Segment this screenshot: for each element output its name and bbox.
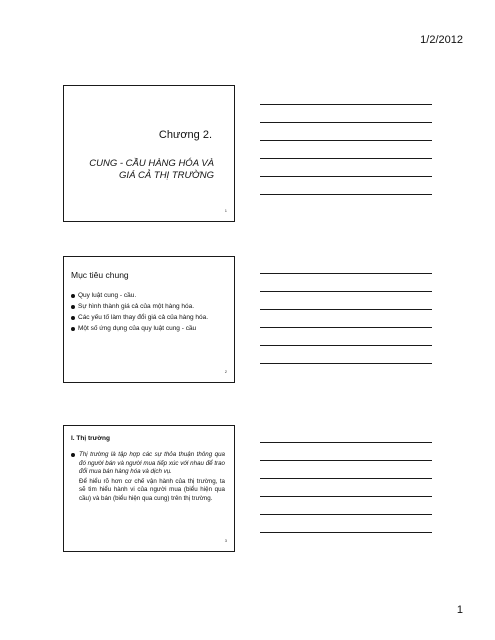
bullet-list bbox=[71, 291, 223, 335]
bullet-icon bbox=[71, 453, 75, 457]
note-line bbox=[260, 104, 432, 105]
note-line bbox=[260, 496, 432, 497]
definition-text: Thị trường là tập hợp các sự thỏa thuận thông qua đó người bán và người mua tiếp xúc với nhau để trao đổi mua bán hàng hóa và dịch vụ. bbox=[79, 451, 225, 476]
slide-body bbox=[71, 451, 225, 504]
list-item-text: Quy luật cung - cầu. bbox=[78, 292, 137, 299]
slide-2 bbox=[63, 256, 235, 383]
chapter-subtitle-line-1: CUNG - CẦU HÀNG HÓA VÀ bbox=[89, 158, 214, 169]
page-date: 1/2/2012 bbox=[420, 34, 463, 46]
note-line bbox=[260, 291, 432, 292]
list-item bbox=[71, 324, 223, 334]
definition-paragraph bbox=[71, 451, 225, 477]
notes-lines-1 bbox=[260, 104, 432, 212]
list-item-text: Một số ứng dụng của quy luật cung - cầu bbox=[78, 325, 197, 332]
note-line bbox=[260, 194, 432, 195]
chapter-subtitle bbox=[72, 158, 214, 182]
slide-title: I. Thị trường bbox=[71, 435, 110, 442]
note-line bbox=[260, 140, 432, 141]
bullet-icon bbox=[71, 327, 75, 331]
note-line bbox=[260, 273, 432, 274]
note-line bbox=[260, 176, 432, 177]
slide-number: 2 bbox=[224, 369, 227, 374]
note-line bbox=[260, 514, 432, 515]
note-line bbox=[260, 460, 432, 461]
note-line bbox=[260, 122, 432, 123]
list-item-text: Sự hình thành giá cả của một hàng hóa. bbox=[78, 303, 195, 310]
slide-number: 1 bbox=[224, 208, 227, 213]
bullet-icon bbox=[71, 305, 75, 309]
note-line bbox=[260, 532, 432, 533]
chapter-title: Chương 2. bbox=[158, 129, 212, 141]
list-item bbox=[71, 291, 223, 301]
slide-1 bbox=[63, 85, 235, 222]
list-item bbox=[71, 302, 223, 312]
note-line bbox=[260, 158, 432, 159]
note-line bbox=[260, 363, 432, 364]
bullet-icon bbox=[71, 294, 75, 298]
slide-3 bbox=[63, 425, 235, 552]
list-item bbox=[71, 313, 223, 323]
notes-lines-3 bbox=[260, 442, 432, 550]
note-line bbox=[260, 345, 432, 346]
bullet-icon bbox=[71, 316, 75, 320]
note-line bbox=[260, 327, 432, 328]
slide-number: 3 bbox=[224, 538, 227, 543]
note-line bbox=[260, 478, 432, 479]
explanation-paragraph: Để hiểu rõ hơn cơ chế vận hành của thị trường, ta sẽ tìm hiểu hành vi của người mua (biểu hiện qua cầu) và bán (biểu hiện qua cung) trên thị trường. bbox=[79, 477, 225, 502]
note-line bbox=[260, 442, 432, 443]
chapter-subtitle-line-2: GIÁ CẢ THỊ TRƯỜNG bbox=[119, 170, 214, 181]
list-item-text: Các yếu tố làm thay đổi giá cả của hàng hóa. bbox=[78, 314, 209, 321]
slide-title: Mục tiêu chung bbox=[71, 270, 129, 280]
note-line bbox=[260, 309, 432, 310]
page-number: 1 bbox=[456, 604, 463, 616]
notes-lines-2 bbox=[260, 273, 432, 381]
